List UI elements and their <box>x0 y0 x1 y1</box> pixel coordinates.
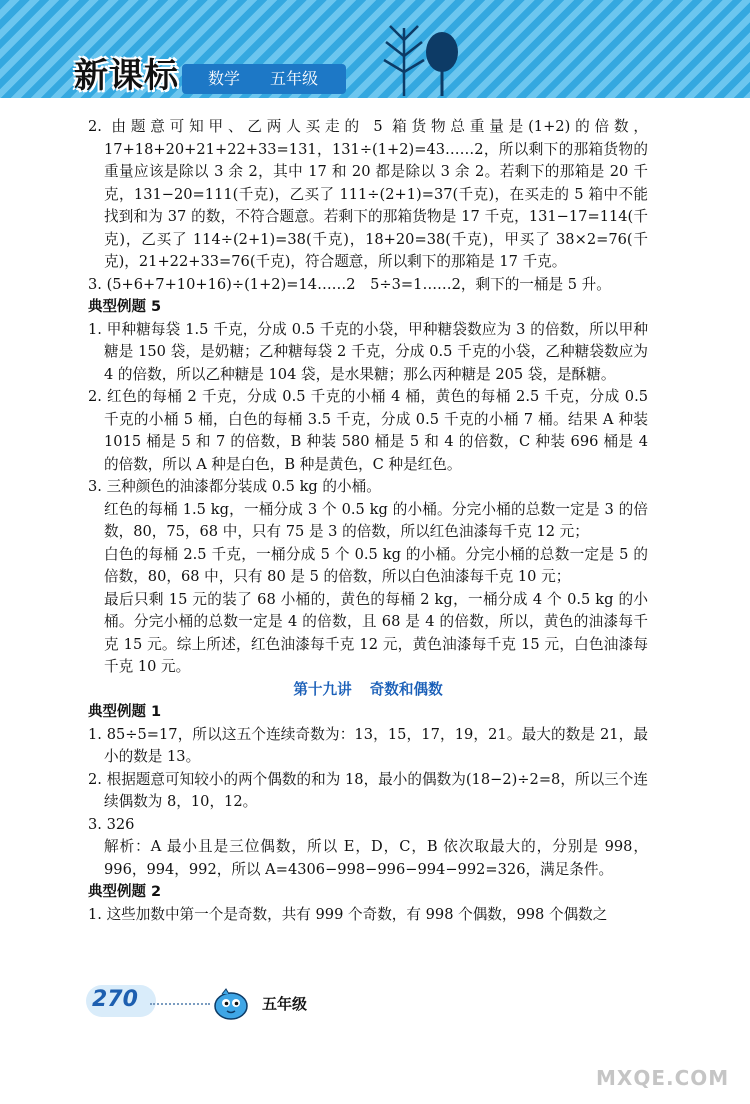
grade-label: 五年级 <box>270 69 319 88</box>
answer-item: 1. 85÷5=17，所以这五个连续奇数为：13，15，17，19，21。最大的数是 21，最小的数是 13。 <box>88 725 648 765</box>
watermark: MXQE.COM <box>596 1066 730 1090</box>
answer-subparagraph: 白色的每桶 2.5 千克，一桶分成 5 个 0.5 kg 的小桶。分完小桶的总数一定是 5 的倍数，80，68 中，只有 80 是 5 的倍数，所以白色油漆每千克 10 元； <box>104 545 648 585</box>
page-number: 270 <box>92 987 138 1012</box>
answer-subparagraph: 解析：A 最小且是三位偶数，所以 E，D，C，B 依次取最大的，分别是 998，996，994，992，所以 A=4306−998−996−994−992=326，满足条件。 <box>104 838 648 878</box>
footer-grade-label: 五年级 <box>262 995 308 1013</box>
tree-icon <box>376 18 466 98</box>
answer-item: 2. 由题意可知甲、乙两人买走的 5 箱货物总重量是(1+2)的倍数，17+18+20+21+22+33=131，131÷(1+2)=43……2，所以剩下的那箱货物的重量应该是除以 3 余 2，其中 17 和 20 都是除以 3 余 2。若剩下的那箱是 20 千克，131−20=111(千克)，乙买了 111÷(2+1)=37(千克)，在买走的 5 箱中不能找到和为 37 的数，不符合题意。若剩下的那箱货物是 17 千克，131−17=114(千克)，乙买了 114÷(2+1)=38(千克)，18+20=38(千克)，甲买了 38×2=76(千克)，21+22+33=76(千克)，符合题意，所以剩下的那箱是 17 千克。 <box>88 118 648 270</box>
lecture-number: 第十九讲 <box>293 680 352 698</box>
lecture-topic: 奇数和偶数 <box>369 680 443 698</box>
page-footer <box>0 985 750 1029</box>
example-heading: 典型例题 2 <box>88 884 162 900</box>
dotted-divider <box>150 1003 210 1005</box>
example-heading: 典型例题 1 <box>88 704 162 720</box>
answer-item: 2. 根据题意可知较小的两个偶数的和为 18，最小的偶数为(18−2)÷2=8，所以三个连续偶数为 8，10，12。 <box>88 770 648 810</box>
answer-item: 1. 这些加数中第一个是奇数，共有 999 个奇数，有 998 个偶数，998 个偶数之 <box>88 905 608 923</box>
answer-subparagraph: 红色的每桶 1.5 kg，一桶分成 3 个 0.5 kg 的小桶。分完小桶的总数一定是 3 的倍数，80，75，68 中，只有 75 是 3 的倍数，所以红色油漆每千克 12 元； <box>104 500 648 540</box>
lecture-title <box>88 679 648 702</box>
page-header-band <box>0 0 750 98</box>
answer-subparagraph: 最后只剩 15 元的装了 68 小桶的，黄色的每桶 2 kg，一桶分成 4 个 0.5 kg 的小桶。分完小桶的总数一定是 4 的倍数，且 68 是 4 的倍数，所以，黄色的油漆每千克 15 元。综上所述，红色油漆每千克 12 元，黄色油漆每千克 15 元，白色油漆每千克 10 元。 <box>104 590 648 675</box>
answer-item: 1. 甲种糖每袋 1.5 千克，分成 0.5 千克的小袋，甲种糖袋数应为 3 的倍数，所以甲种糖是 150 袋，是奶糖；乙种糖每袋 2 千克，分成 0.5 千克的小袋，乙种糖袋数应为 4 的倍数，所以乙种糖是 104 袋，是水果糖；那么丙种糖是 205 袋，是酥糖。 <box>88 320 648 383</box>
subject-label: 数学 <box>208 69 241 88</box>
subject-grade-tag <box>182 64 346 94</box>
example-heading: 典型例题 5 <box>88 299 162 315</box>
bird-mascot-icon <box>212 987 250 1021</box>
answer-item: 3. (5+6+7+10+16)÷(1+2)=14……2 5÷3=1……2，剩下的一桶是 5 升。 <box>88 275 611 293</box>
answer-content <box>88 116 648 926</box>
answer-item: 3. 三种颜色的油漆都分装成 0.5 kg 的小桶。 <box>88 478 381 495</box>
brand-title: 新课标 <box>74 56 179 96</box>
answer-item: 2. 红色的每桶 2 千克，分成 0.5 千克的小桶 4 桶，黄色的每桶 2.5 千克，分成 0.5 千克的小桶 5 桶，白色的每桶 3.5 千克，分成 0.5 千克的小桶 7 桶。结果 A 种装 1015 桶是 5 和 7 的倍数，B 种装 580 桶是 5 和 4 的倍数，C 种装 696 桶是 4 的倍数，所以 A 种是白色，B 种是黄色，C 种是红色。 <box>88 388 648 473</box>
answer-item: 3. 326 <box>88 815 135 833</box>
